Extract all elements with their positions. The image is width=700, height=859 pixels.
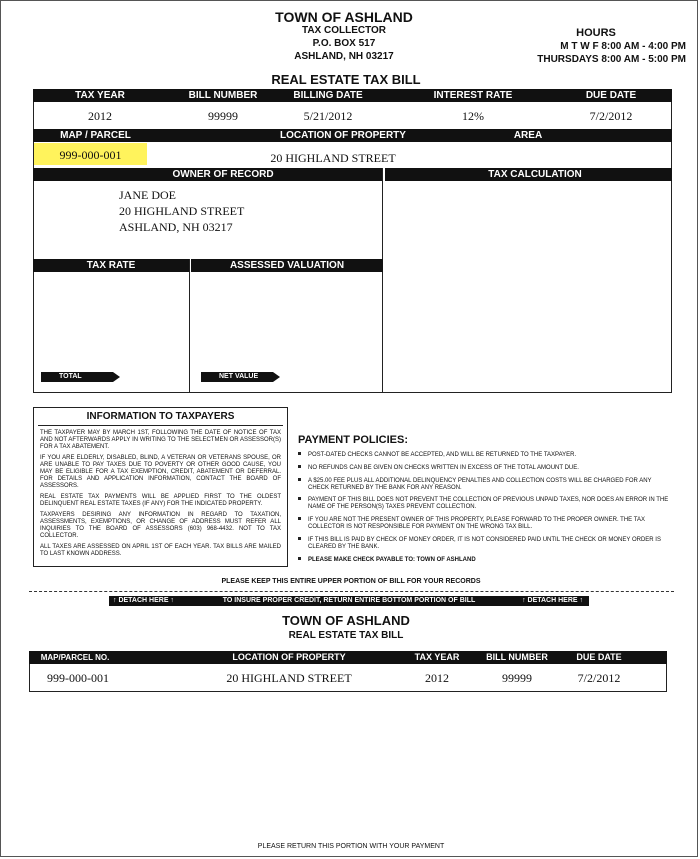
header-map-parcel: MAP / PARCEL <box>60 130 131 141</box>
stub-value-location: 20 HIGHLAND STREET <box>226 671 352 685</box>
stub-header-tax-year: TAX YEAR <box>414 652 460 662</box>
value-location: 20 HIGHLAND STREET <box>270 151 396 165</box>
bill-header-bar <box>33 89 672 102</box>
tax-rate-header-bar <box>33 259 189 272</box>
assessed-header-bar <box>191 259 383 272</box>
tax-calc-header-bar <box>385 168 672 181</box>
header-tax-rate: TAX RATE <box>86 260 136 271</box>
vertical-divider <box>382 168 383 393</box>
policy-item: POST-DATED CHECKS CANNOT BE ACCEPTED, AND WILL BE RETURNED TO THE TAXPAYER. <box>298 452 673 459</box>
value-billing-date: 5/21/2012 <box>303 109 353 123</box>
total-label: TOTAL <box>41 372 113 382</box>
stub-value-due-date: 7/2/2012 <box>577 671 621 685</box>
header-location: LOCATION OF PROPERTY <box>280 130 406 141</box>
info-paragraph-assessed: ALL TAXES ARE ASSESSED ON APRIL 1ST OF EACH YEAR. TAX BILLS ARE MAILED TO LAST KNOWN ADDRESS. <box>40 544 281 557</box>
header-tax-calculation: TAX CALCULATION <box>488 169 582 180</box>
policy-item: A $25.00 FEE PLUS ALL ADDITIONAL DELINQUENCY PENALTIES AND COLLECTION COSTS WILL BE CHARGED FOR ANY CHECK RETURNED BY THE BANK FOR ANY REASON. <box>298 478 673 492</box>
value-tax-year: 2012 <box>88 109 112 123</box>
value-map-parcel: 999-000-001 <box>59 148 122 162</box>
policy-item-payable: PLEASE MAKE CHECK PAYABLE TO: TOWN OF ASHLAND <box>298 557 673 564</box>
owner-name: JANE DOE <box>119 188 176 202</box>
stub-title: REAL ESTATE TAX BILL <box>288 630 404 641</box>
hours-thursday: THURSDAYS 8:00 AM - 5:00 PM <box>537 54 686 65</box>
info-box <box>33 407 288 567</box>
detach-dashed-line <box>29 591 674 592</box>
stub-header-due-date: DUE DATE <box>576 652 622 662</box>
policy-item: PAYMENT OF THIS BILL DOES NOT PREVENT THE COLLECTION OF PREVIOUS UNPAID TAXES, NOR DOES AN ERROR IN THE NAME OF THE PERSON(S) TAXES PREVENT COLLECTION. <box>298 497 673 511</box>
value-bill-number: 99999 <box>208 109 238 123</box>
policy-item: IF THIS BILL IS PAID BY CHECK OF MONEY ORDER, IT IS NOT CONSIDERED PAID UNTIL THE CHECK OR MONEY ORDER IS CLEARED BY THE BANK. <box>298 537 673 551</box>
bill-values-row <box>33 109 672 127</box>
detach-right: ↑ DETACH HERE ↑ <box>522 597 583 604</box>
policies-title: PAYMENT POLICIES: <box>298 434 409 446</box>
detach-instruction: TO INSURE PROPER CREDIT, RETURN ENTIRE BOTTOM PORTION OF BILL <box>222 597 476 604</box>
policy-item: NO REFUNDS CAN BE GIVEN ON CHECKS WRITTEN IN EXCESS OF THE TOTAL AMOUNT DUE. <box>298 465 673 472</box>
header-owner: OWNER OF RECORD <box>172 169 274 180</box>
info-paragraph-payments: REAL ESTATE TAX PAYMENTS WILL BE APPLIED FIRST TO THE OLDEST DELINQUENT REAL ESTATE TAXES (IF ANY) FOR THE INDICATED PROPERTY. <box>40 494 281 507</box>
detach-left: ↑ DETACH HERE ↑ <box>113 597 174 604</box>
header-area: AREA <box>513 130 543 141</box>
info-paragraph-abatement: THE TAXPAYER MAY BY MARCH 1ST, FOLLOWING THE DATE OF NOTICE OF TAX AND NOT AFTERWARDS APPLY IN WRITING TO THE SELECTMEN OR ASSESSOR(S) FOR A TAX ABATEMENT. <box>40 430 281 450</box>
stub-header-bar <box>29 651 667 664</box>
office-name: TAX COLLECTOR <box>301 25 387 36</box>
owner-street: 20 HIGHLAND STREET <box>119 204 245 218</box>
stub-header-parcel: MAP/PARCEL NO. <box>40 653 110 662</box>
stub-value-bill-number: 99999 <box>502 671 532 685</box>
hours-weekdays: M T W F 8:00 AM - 4:00 PM <box>560 41 686 52</box>
stub-value-tax-year: 2012 <box>425 671 449 685</box>
bill-title: REAL ESTATE TAX BILL <box>271 72 421 87</box>
info-title: INFORMATION TO TAXPAYERS <box>86 411 235 422</box>
parcel-header-bar <box>33 129 672 142</box>
po-box: P.O. BOX 517 <box>312 38 376 49</box>
header-billing-date: BILLING DATE <box>293 90 363 101</box>
info-body <box>34 426 287 558</box>
keep-notice: PLEASE KEEP THIS ENTIRE UPPER PORTION OF BILL FOR YOUR RECORDS <box>221 578 481 585</box>
header-bill-number: BILL NUMBER <box>188 90 258 101</box>
header-assessed-valuation: ASSESSED VALUATION <box>229 260 345 271</box>
stub-value-parcel: 999-000-001 <box>47 671 109 685</box>
header-tax-year: TAX YEAR <box>75 90 125 101</box>
stub-town-name: TOWN OF ASHLAND <box>282 613 410 628</box>
stub-header-bill-number: BILL NUMBER <box>486 652 548 662</box>
info-paragraph-exemption: IF YOU ARE ELDERLY, DISABLED, BLIND, A VETERAN OR VETERANS SPOUSE, OR ARE UNABLE TO PAY TAXES DUE TO POVERTY OR OTHER GOOD CAUSE, YOU MAY BE ELIGIBLE FOR A TAX EXEMPTION, CREDIT, ABATEMENT OR DEFERRAL. FOR DETAILS AND APPLICATION INFORMATION, CONTACT THE BOARD OF ASSESSORS. <box>40 455 281 489</box>
owner-header-bar <box>33 168 383 181</box>
net-value-label: NET VALUE <box>201 372 273 382</box>
header-interest-rate: INTEREST RATE <box>433 90 513 101</box>
value-due-date: 7/2/2012 <box>589 109 633 123</box>
hours-label: HOURS <box>576 27 616 39</box>
value-interest-rate: 12% <box>462 109 484 123</box>
owner-address <box>119 187 369 235</box>
city-address: ASHLAND, NH 03217 <box>294 51 394 62</box>
detach-bar <box>109 596 589 606</box>
return-notice: PLEASE RETURN THIS PORTION WITH YOUR PAYMENT <box>257 843 445 850</box>
header-due-date: DUE DATE <box>585 90 637 101</box>
town-name: TOWN OF ASHLAND <box>275 9 413 25</box>
stub-header-location: LOCATION OF PROPERTY <box>232 652 346 662</box>
owner-city: ASHLAND, NH 03217 <box>119 220 233 234</box>
rate-divider <box>189 259 190 393</box>
info-paragraph-inquiries: TAXPAYERS DESIRING ANY INFORMATION IN REGARD TO TAXATION, ASSESSMENTS, EXEMPTIONS, OR CHANGE OF ADDRESS MUST REFER ALL INQUIRIES TO THE BOARD OF ASSESSORS (603) 968-4432. NOT TO TAX COLLECTOR. <box>40 512 281 539</box>
policy-item: IF YOU ARE NOT THE PRESENT OWNER OF THIS PROPERTY, PLEASE FORWARD TO THE PROPER OWNER. THE TAX COLLECTOR IS NOT RESPONSIBLE FOR PAYMENT ON THE WRONG TAX BILL. <box>298 517 673 531</box>
